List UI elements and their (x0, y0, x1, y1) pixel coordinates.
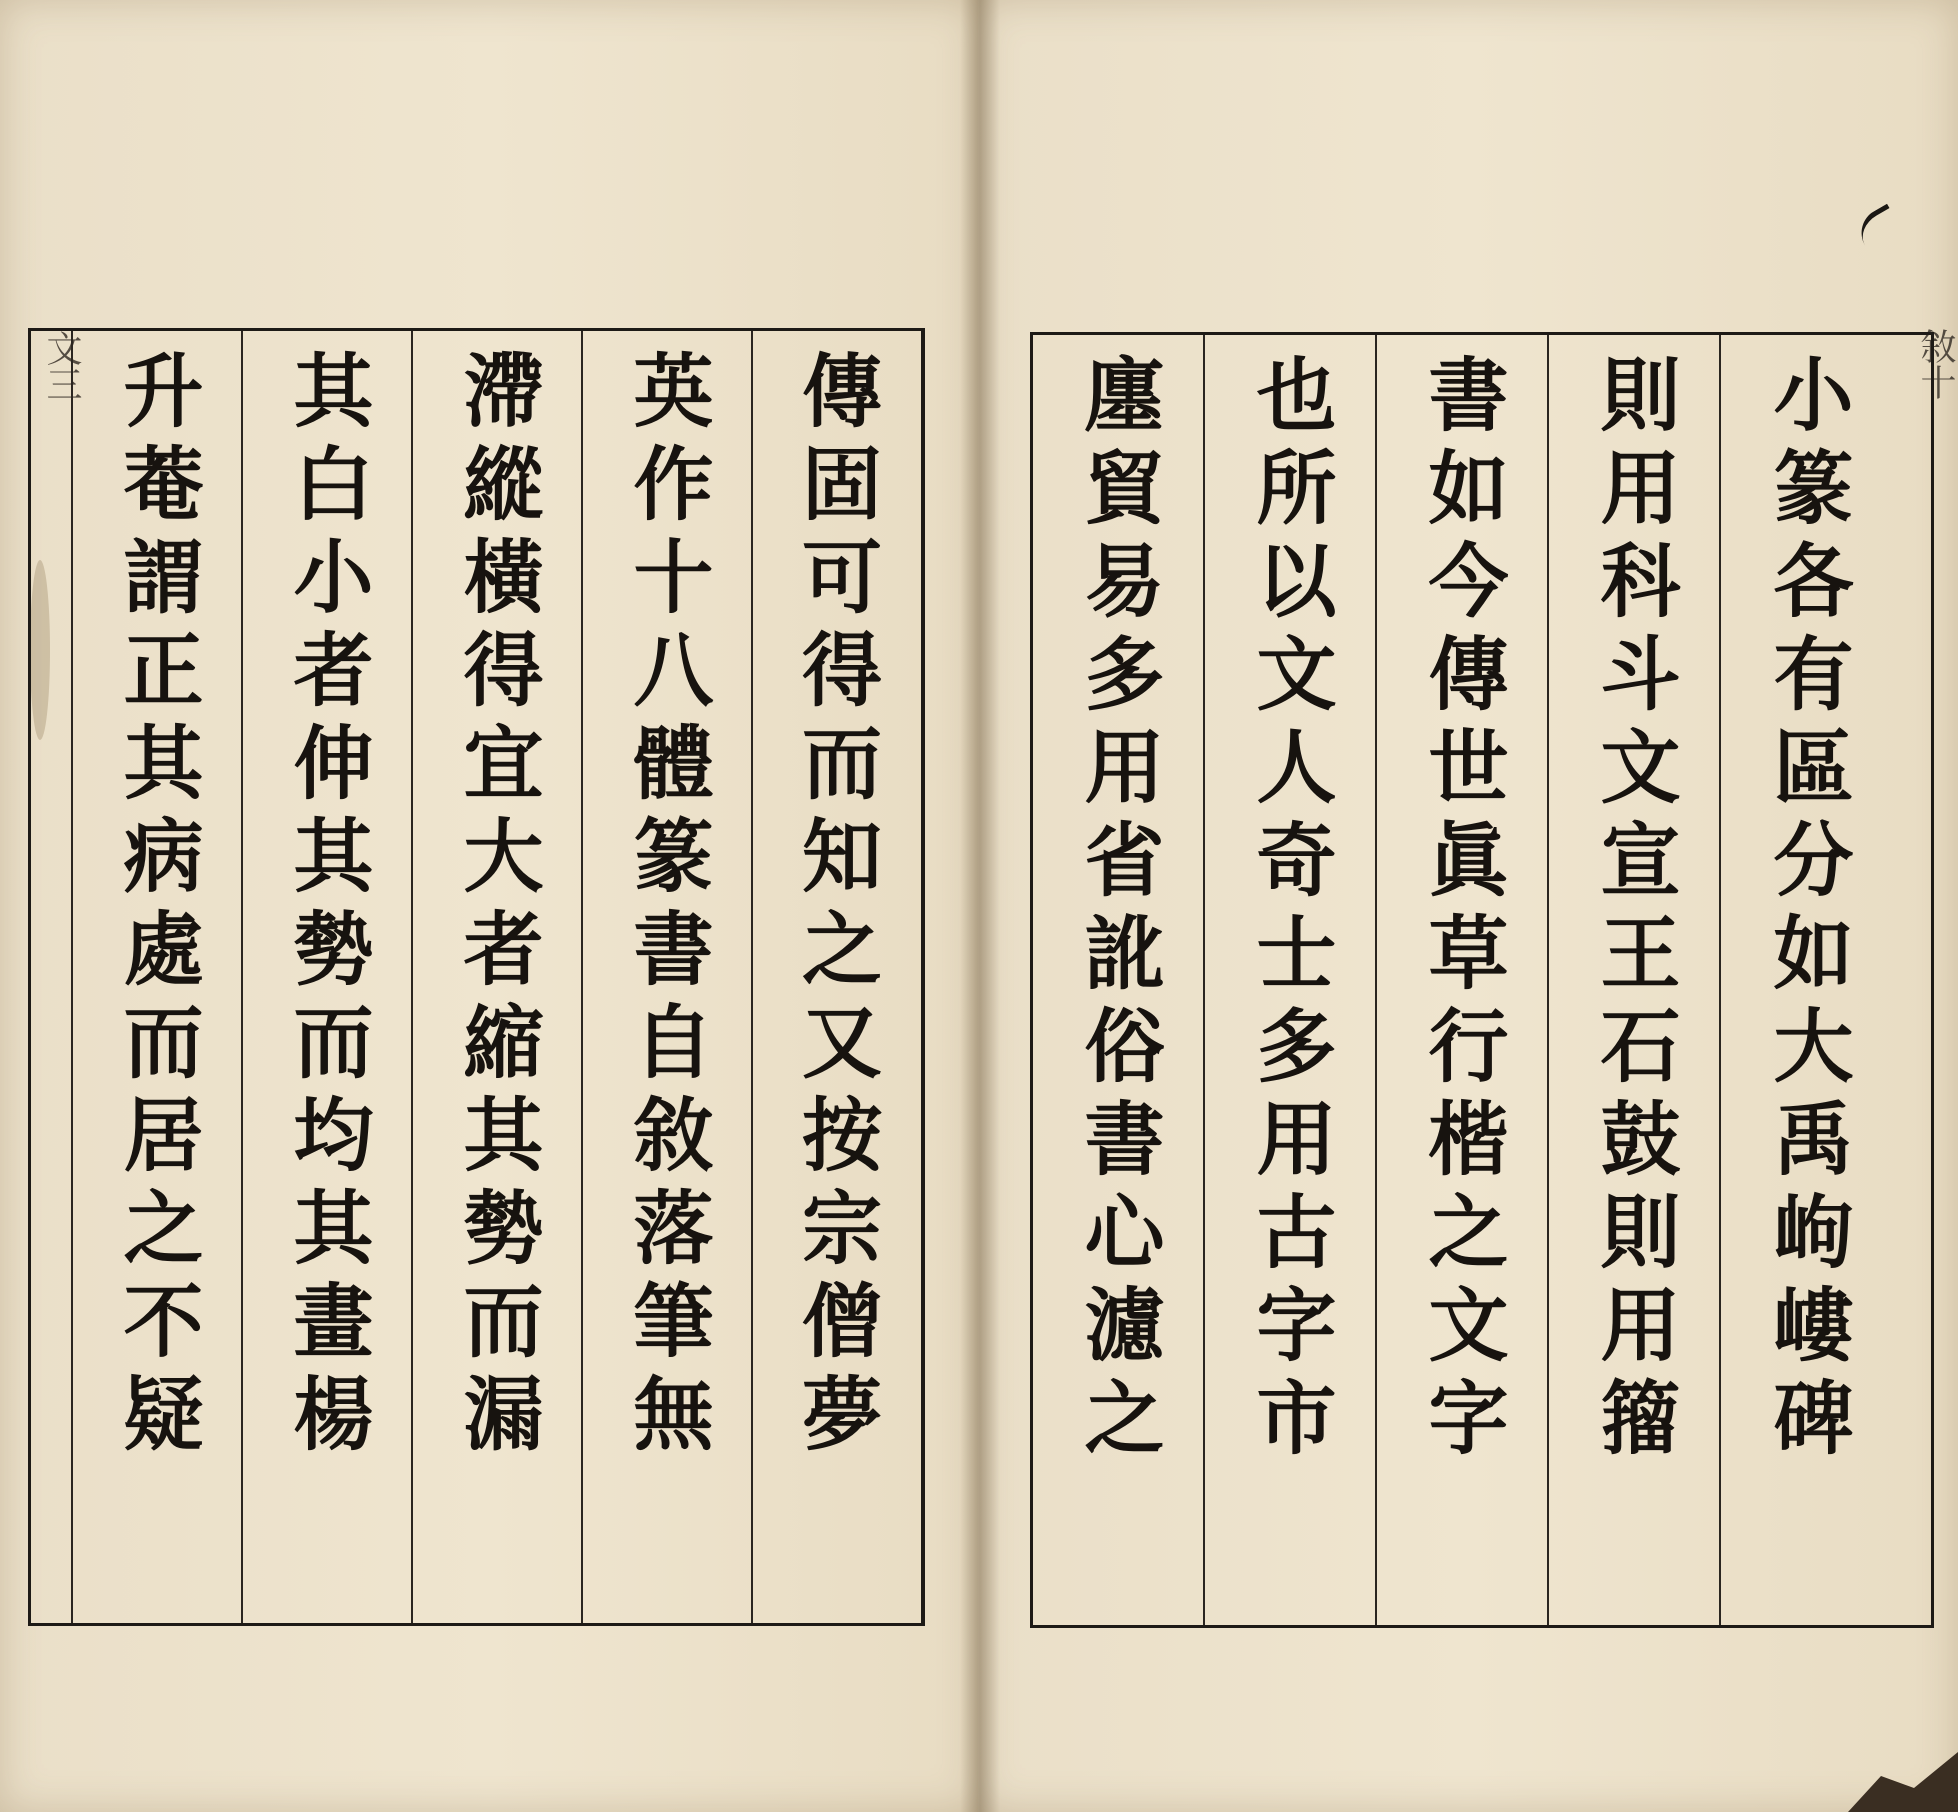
text-column (1549, 335, 1721, 1625)
right-page-margin-label: 敘十 (1915, 328, 1956, 400)
left-page-margin-label: 文三 (41, 330, 82, 402)
text-column (413, 331, 583, 1623)
column-text: 傳固可得而知之又按宗僧夢 (788, 349, 883, 1465)
column-text: 滯縱橫得宜大者縮其勢而漏 (450, 349, 544, 1465)
text-column (73, 331, 243, 1623)
column-text: 其白小者伸其勢而均其畫楊 (280, 349, 374, 1465)
column-text: 廛貿易多用省訛俗書心濾之 (1071, 353, 1165, 1469)
text-column (1377, 335, 1549, 1625)
column-text: 書如今傳世眞草行楷之文字 (1415, 353, 1509, 1469)
text-column (1205, 335, 1377, 1625)
column-text: 也所以文人奇士多用古字市 (1243, 353, 1337, 1469)
column-text: 英作十八體篆書自敘落筆無 (620, 349, 714, 1465)
right-text-frame (1030, 332, 1934, 1628)
text-column (243, 331, 413, 1623)
left-text-frame (28, 328, 925, 1626)
left-margin-strip (31, 331, 73, 1623)
column-text: 小篆各有區分如大禹岣嶁碑 (1760, 353, 1854, 1469)
text-column (753, 331, 918, 1623)
column-text: 則用科斗文宣王石鼓則用籀 (1587, 353, 1681, 1469)
torn-corner (1848, 1752, 1958, 1812)
text-column (1721, 335, 1893, 1625)
text-column (1033, 335, 1205, 1625)
book-gutter (960, 0, 1000, 1812)
column-text: 升菴謂正其病處而居之不疑 (110, 349, 204, 1465)
text-column (583, 331, 753, 1623)
